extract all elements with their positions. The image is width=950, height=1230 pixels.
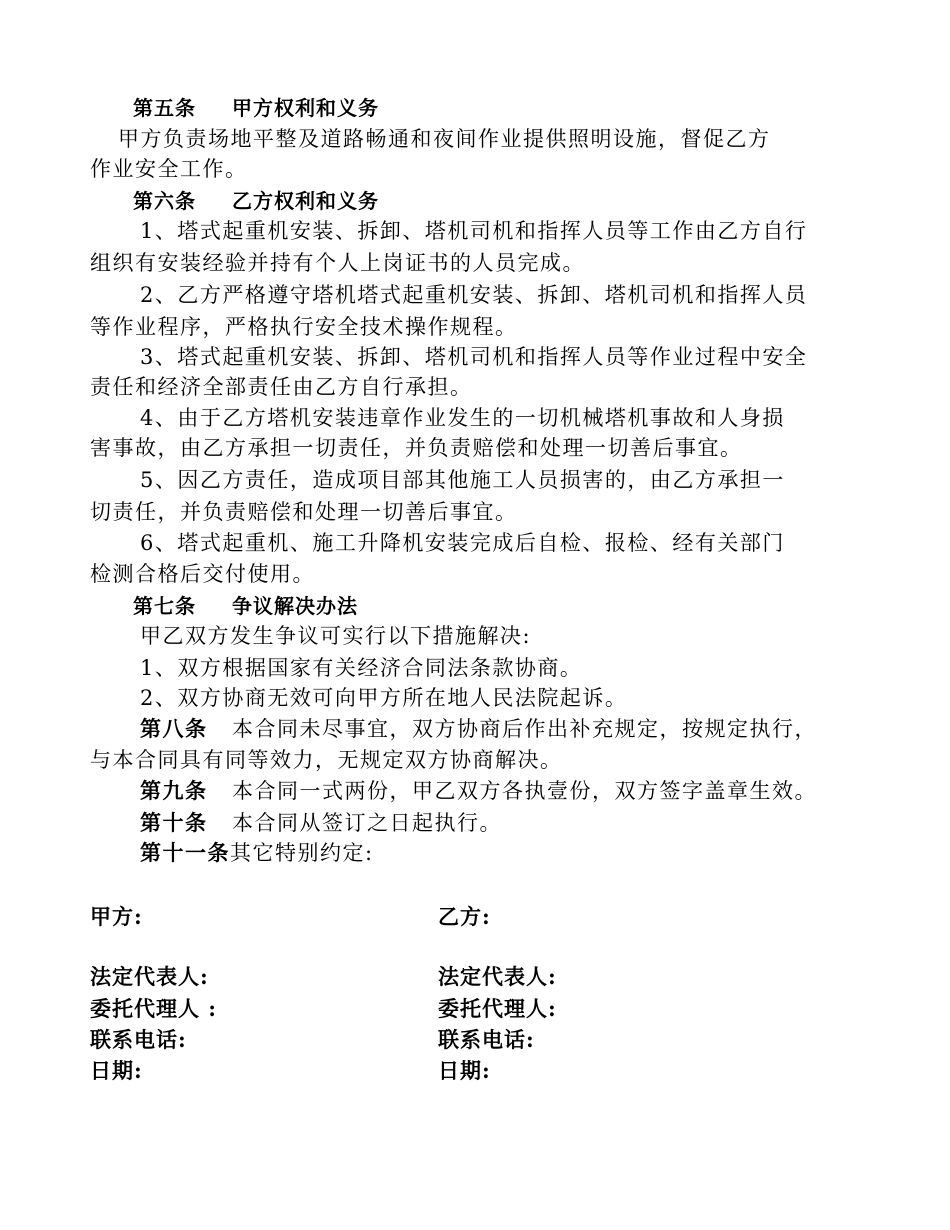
article-6-item-4-line-2: 害事故，由乙方承担一切责任，并负责赔偿和处理一切善后事宜。 [90, 436, 743, 460]
article-8-line-2: 与本合同具有同等效力，无规定双方协商解决。 [90, 748, 563, 772]
party-b-date: 日期: [438, 1058, 491, 1083]
article-8-line-1 [140, 714, 817, 744]
party-b-legal-representative: 法定代表人: [438, 964, 557, 989]
article-11-text: 其它特别约定: [230, 841, 374, 865]
article-11 [140, 838, 374, 868]
party-a-legal-representative: 法定代表人: [90, 964, 209, 989]
article-6-item-2-line-1: 2、乙方严格遵守塔机塔式起重机安装、拆卸、塔机司机和指挥人员 [140, 283, 808, 307]
article-7-intro: 甲乙双方发生争议可实行以下措施解决: [140, 624, 532, 648]
article-7-number: 第七条 [133, 594, 196, 618]
article-5-heading [133, 93, 379, 123]
article-6-item-2-line-2: 等作业程序，严格执行安全技术操作规程。 [90, 315, 518, 339]
article-5-paragraph-line-1: 甲方负责场地平整及道路畅通和夜间作业提供照明设施，督促乙方 [118, 127, 771, 151]
article-10-number: 第十条 [140, 810, 208, 835]
party-b-label: 乙方: [438, 904, 491, 929]
article-6-number: 第六条 [133, 189, 196, 213]
article-6-item-1-line-1: 1、塔式起重机安装、拆卸、塔机司机和指挥人员等工作由乙方自行 [140, 219, 808, 243]
article-9-number: 第九条 [140, 778, 208, 803]
article-7-item-2: 2、双方协商无效可向甲方所在地人民法院起诉。 [140, 686, 628, 710]
article-9-text: 本合同一式两份，甲乙双方各执壹份，双方签字盖章生效。 [232, 779, 818, 803]
article-6-item-5-line-1: 5、因乙方责任，造成项目部其他施工人员损害的，由乙方承担一 [140, 468, 785, 492]
party-a-label: 甲方: [90, 904, 143, 929]
party-a-date: 日期: [90, 1058, 143, 1083]
party-a-phone: 联系电话: [90, 1027, 187, 1052]
article-8-number: 第八条 [140, 716, 208, 741]
article-7-title: 争议解决办法 [232, 594, 358, 618]
article-7-item-1: 1、双方根据国家有关经济合同法条款协商。 [140, 656, 583, 680]
article-8-text: 本合同未尽事宜，双方协商后作出补充规定，按规定执行， [232, 717, 818, 741]
article-6-heading [133, 186, 379, 216]
article-5-number: 第五条 [133, 96, 196, 120]
article-6-title: 乙方权利和义务 [232, 189, 379, 213]
article-10-text: 本合同从签订之日起执行。 [232, 811, 503, 835]
article-5-title: 甲方权利和义务 [232, 96, 379, 120]
party-b-authorized-agent: 委托代理人: [438, 996, 557, 1021]
article-6-item-5-line-2: 切责任，并负责赔偿和处理一切善后事宜。 [90, 500, 518, 524]
article-6-item-6-line-1: 6、塔式起重机、施工升降机安装完成后自检、报检、经有关部门 [140, 531, 785, 555]
article-6-item-1-line-2: 组织有安装经验并持有个人上岗证书的人员完成。 [90, 251, 585, 275]
article-7-heading [133, 591, 358, 621]
party-a-authorized-agent: 委托代理人 : [90, 996, 218, 1021]
article-11-number: 第十一条 [140, 840, 230, 865]
article-6-item-3-line-2: 责任和经济全部责任由乙方自行承担。 [90, 375, 473, 399]
article-9 [140, 776, 817, 806]
article-6-item-6-line-2: 检测合格后交付使用。 [90, 562, 315, 586]
article-6-item-3-line-1: 3、塔式起重机安装、拆卸、塔机司机和指挥人员等作业过程中安全 [140, 345, 808, 369]
article-6-item-4-line-1: 4、由于乙方塔机安装违章作业发生的一切机械塔机事故和人身损 [140, 406, 785, 430]
article-5-paragraph-line-2: 作业安全工作。 [90, 157, 248, 181]
article-10 [140, 808, 502, 838]
party-b-phone: 联系电话: [438, 1027, 535, 1052]
